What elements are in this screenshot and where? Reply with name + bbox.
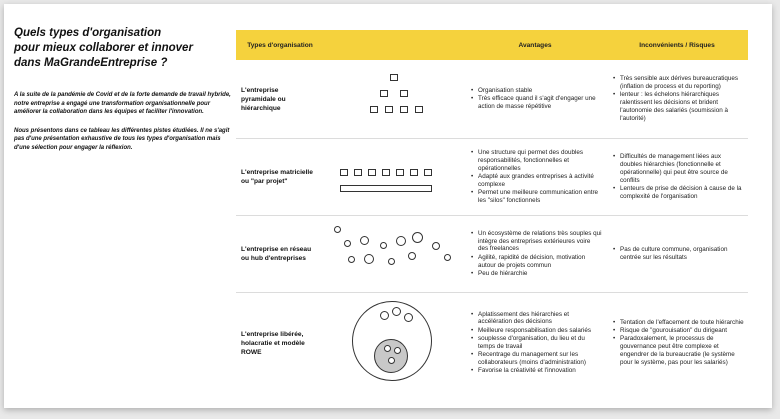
advantage-item: • Meilleure responsabilisation des salariés [478,327,602,335]
org-type-line: L'entreprise matricielle [241,169,313,176]
advantage-item: • souplesse d'organisation, du lieu et du temps de travail [478,335,602,351]
org-box [415,106,423,113]
org-box [370,106,378,113]
matrix-diagram [324,139,464,215]
network-node [388,258,395,265]
network-diagram [324,216,464,292]
network-node [432,242,440,250]
org-box [385,106,393,113]
risks-cell [606,216,748,292]
header-risks: Inconvénients / Risques [639,41,715,49]
risks-cell [606,139,748,215]
advantages-cell [464,216,606,292]
advantage-item: • Une structure qui permet des doubles responsabilités, fonctionnelles et opérationnelles [478,149,602,172]
org-box [368,169,376,176]
advantages-cell [464,293,606,393]
risk-item: • lenteur : les échelons hiérarchiques ralentissent les décisions et brident l'autonomie des salariés (soumission à l'autorité) [620,91,744,122]
network-node [348,256,355,263]
org-type-cell [236,293,324,393]
team-node [380,311,389,320]
network-node [396,236,406,246]
advantages-cell [464,60,606,138]
org-box [390,74,398,81]
risks-cell [606,60,748,138]
title-line: pour mieux collaborer et innover [14,42,193,54]
inner-circle [374,339,408,373]
liberated-diagram [324,293,464,393]
advantage-item: • Favorise la créativité et l'innovation [478,367,602,375]
org-type-line: L'entreprise en réseau [241,246,312,253]
advantage-item: • Très efficace quand il s'agit d'engager une action de masse répétitive [478,95,602,111]
risk-item: • Risque de "gourouisation" du dirigeant [620,327,744,335]
table-header [236,30,748,60]
org-type-line: ou "par projet" [241,178,288,185]
intro-panel [14,26,236,162]
risks-cell [606,293,748,393]
network-node [444,254,451,261]
title-line: Quels types d'organisation [14,27,162,39]
advantage-item: • Permet une meilleure communication entre les "silos" fonctionnels [478,189,602,205]
org-type-line: ROWE [241,348,262,356]
title-line: dans MaGrandeEntreprise ? [14,57,168,69]
risk-item: • Pas de culture commune, organisation centrée sur les résultats [620,246,744,262]
document-sheet [4,4,772,408]
network-node [412,232,423,243]
header-advantages: Avantages [518,41,552,49]
risk-item: • Lenteurs de prise de décision à cause de la complexité de l'organisation [620,185,744,201]
org-type-cell [236,139,324,215]
core-node [388,357,395,364]
org-box [396,169,404,176]
scope-paragraph: Nous présentons dans ce tableau les différentes pistes étudiées. Il ne s'agit pas d'une présentation exhaustive de tous les types d'organisation mais d'une sélection pour engager la réflexion. [14,127,230,151]
core-node [394,347,401,354]
org-box [400,106,408,113]
advantage-item: • Peu de hiérarchie [478,270,602,278]
team-node [392,307,401,316]
network-node [408,252,416,260]
org-type-line: hiérarchique [241,104,281,112]
organisation-table [236,30,748,393]
advantage-item: • Organisation stable [478,87,602,95]
risk-item: • Difficultés de management liées aux doubles hiérarchies (fonctionnelle et opérationnelle) qui peut être source de conflits [620,153,744,184]
risk-item: • Tentation de l'effacement de toute hiérarchie [620,319,744,327]
risk-item: • Très sensible aux dérives bureaucratiques (inflation de process et du reporting) [620,75,744,91]
table-row [236,293,748,393]
org-box [382,169,390,176]
core-node [384,345,391,352]
network-node [360,236,369,245]
org-type-line: pyramidale ou [241,95,286,103]
table-row [236,60,748,139]
header-types: Types d'organisation [247,41,313,49]
org-type-line: ou hub d'entreprises [241,255,306,262]
intro-paragraph: A la suite de la pandémie de Covid et de la forte demande de travail hybride, notre entreprise a engagé une transformation organisationnelle pour améliorer la collaboration dans les équipes et faciliter l'innovation. [14,92,231,115]
network-node [334,226,341,233]
org-box [424,169,432,176]
org-type-line: L'entreprise libérée, [241,330,304,338]
team-node [404,313,413,322]
org-box [400,90,408,97]
org-type-cell [236,216,324,292]
org-box [410,169,418,176]
advantage-item: • Agilité, rapidité de décision, motivation autour de projets commun [478,254,602,270]
pyramid-diagram [324,60,464,138]
table-row [236,139,748,216]
org-type-line: L'entreprise [241,86,279,94]
advantage-item: • Recentrage du management sur les collaborateurs (moins d'administration) [478,351,602,367]
org-box [380,90,388,97]
network-node [364,254,374,264]
table-row [236,216,748,293]
advantage-item: • Adapté aux grandes entreprises à activité complexe [478,173,602,189]
org-type-line: holacratie et modèle [241,339,305,347]
advantage-item: • Un écosystème de relations très souples qui intègre des entreprises extérieures voire des freelances [478,230,602,253]
network-node [344,240,351,247]
advantage-item: • Aplatissement des hiérarchies et accélération des décisions [478,311,602,327]
advantages-cell [464,139,606,215]
risk-item: • Paradoxalement, le processus de gouvernance peut être complexe et engendrer de la bureaucratie (le système pour le système, pas pour les salariés) [620,335,744,366]
network-node [380,242,387,249]
page-title [14,26,236,71]
org-box [340,169,348,176]
org-box [354,169,362,176]
project-bar [340,185,432,192]
org-type-cell [236,60,324,138]
